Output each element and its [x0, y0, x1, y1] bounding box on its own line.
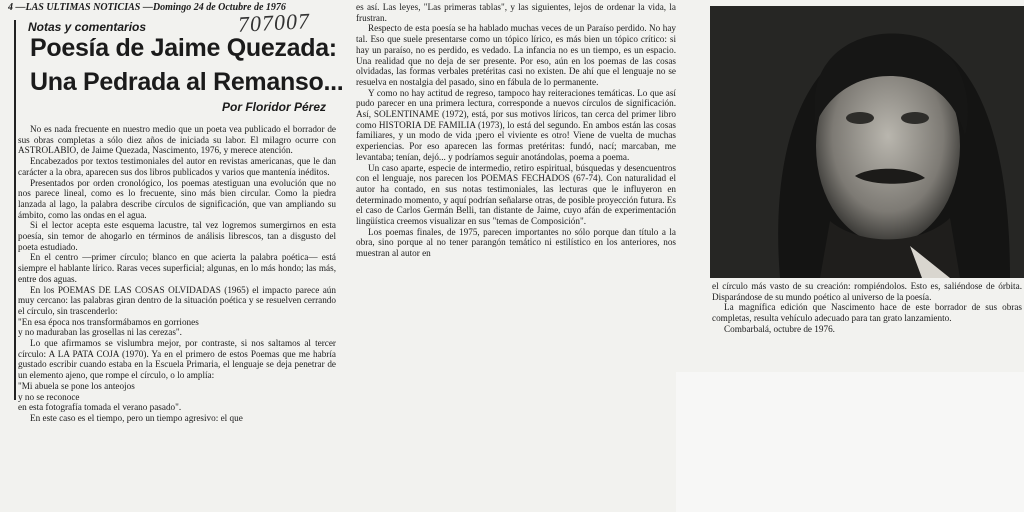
paragraph: En los POEMAS DE LAS COSAS OLVIDADAS (1965) el impacto parece aún muy cercano: las palabras giran dentro de la situación poética y se resuelven cerrando el círculo, sin trascenderlo:	[18, 284, 336, 316]
archive-handwritten-number: 707007	[237, 8, 311, 37]
column-rule	[14, 20, 16, 400]
paragraph: es así. Las leyes, "Las primeras tablas", y las siguientes, lejos de ordenar la vida, la frustran.	[356, 2, 676, 23]
article-title-line-2: Una Pedrada al Remanso...	[30, 68, 344, 96]
quote-line: y no maduraban las grosellas ni las cerezas".	[18, 327, 182, 338]
blank-page-area	[676, 372, 1024, 512]
quote-line: "Mi abuela se pone los anteojos	[18, 380, 135, 391]
paragraph: Un caso aparte, especie de intermedio, retiro espiritual, búsquedas y desencuentros con el lenguaje, nos parecen los POEMAS FECHADOS (67-74). Con naturalidad el autor ha contado, en sus notas testimoniales, las lecturas que le influyeron en determinado momento, y aquí podrían señalarse otras, de posible proyección futura. Es el caso de Carlos Germán Belli, tan distante de Jaime, cuyo afán de experimentación lingüística creemos visualizar en sus "temas de Composición".	[356, 162, 676, 227]
paragraph: Si el lector acepta este esquema lacustre, tal vez logremos sumergirnos en esta poesía, sin temor de ahogarlo en términos de análisis librescos, tan a disgusto del poeta estudiado.	[18, 220, 336, 252]
paragraph: La magnífica edición que Nascimento hace de este borrador de sus obras completas, resulta vehículo adecuado para tan grato lanzamiento.	[712, 302, 1022, 324]
quote-line: en esta fotografía tomada el verano pasado".	[18, 402, 182, 413]
signoff: Combarbalá, octubre de 1976.	[724, 323, 835, 334]
article-column-1	[18, 124, 336, 512]
newspaper-header: 4 —LAS ULTIMAS NOTICIAS —Domingo 24 de Octubre de 1976	[8, 2, 286, 13]
byline: Por Floridor Pérez	[222, 100, 327, 114]
article-column-2	[356, 2, 676, 374]
author-photo	[710, 6, 1024, 278]
paragraph: Encabezados por textos testimoniales del autor en revistas americanas, que le dan carácter a la obra, aparecen sus dos libros publicados y varios que mantenía inéditos.	[18, 156, 336, 177]
quote-line: "En esa época nos transformábamos en gorriones	[18, 316, 199, 327]
paragraph: No es nada frecuente en nuestro medio que un poeta vea publicado el borrador de sus obras completas a sólo diez años de iniciada su labor. El milagro ocurre con ASTROLABIO, de Jaime Quezada, Nascimento, 1976, y merece atención.	[18, 124, 336, 156]
paragraph: el círculo más vasto de su creación: rompiéndolos. Esto es, saliéndose de órbita. Disparándose de su mundo poético al universo de la poesía.	[712, 281, 1022, 302]
section-label: Notas y comentarios	[28, 20, 147, 34]
paragraph: Presentados por orden cronológico, los poemas atestiguan una evolución que no nos parece lineal, como es lo frecuente, sino más bien circular. Como la piedra lanzada al lago, la palabra describe círculos de significación, que van ampliando su ámbito, como las ondas en el agua.	[18, 177, 336, 220]
paragraph: Respecto de esta poesía se ha hablado muchas veces de un Paraíso perdido. No hay tal. Eso que suele presentarse como un tópico lírico, es más bien un tópico crítico: si hay un paraíso, no es perdido, es vedado. La infancia no es un tiempo, es un espacio. Una realidad que no deja de ser presente. Por eso, aún en los poemas de las cosas olvidadas, las formas verbales pretéritas casi no existen. De ahí que el lenguaje no se resuelva en nostalgia del pasado, sino en fábula de lo permanente.	[356, 23, 676, 87]
paragraph: Lo que afirmamos se vislumbra mejor, por contraste, si nos saltamos al tercer círculo: A LA PATA COJA (1970). Ya en el primero de estos Poemas que me habría gustado escribir cuando estaba en la Escuela Primaria, el lenguaje se deja penetrar de un elemento ajeno, que rompe el círculo, o lo amplía:	[18, 338, 336, 381]
paragraph: En este caso es el tiempo, pero un tiempo agresivo: el que	[30, 412, 243, 423]
article-column-3	[712, 281, 1022, 371]
paragraph: Y como no hay actitud de regreso, tampoco hay reiteraciones temáticas. Lo que así pudo parecer en una primera lectura, corresponde a nuevos círculos de significación. Así, SOLENTINAME (1972), está, por sus motivos líricos, tan cerca del primer libro como HISTORIA DE FAMILIA (1973), lo está del segundo. En ambos están las cosas familiares, y un modo de vida ¡pero el viviente es otro! Viene de vuelta de muchas experiencias. Por eso aparecen las formas pretéritas: fundó, nací; marcaban, me levantaba; tenían, dejó... y podríamos seguir anotándolas, poema a poema.	[356, 87, 676, 162]
article-title-line-1: Poesía de Jaime Quezada:	[30, 34, 337, 62]
portrait-image	[710, 6, 1024, 278]
quote-line: y no se reconoce	[18, 391, 80, 402]
paragraph: Los poemas finales, de 1975, parecen importantes no sólo porque dan título a la obra, sino porque al no tener parangón temático ni estilístico en los anteriores, nos muestran al autor en	[356, 226, 676, 259]
paragraph: En el centro —primer círculo; blanco en que acierta la palabra poética— está siempre el hablante lírico. Raras veces superficial; algunas, en lo más hondo; las más, entre dos aguas.	[18, 252, 336, 284]
